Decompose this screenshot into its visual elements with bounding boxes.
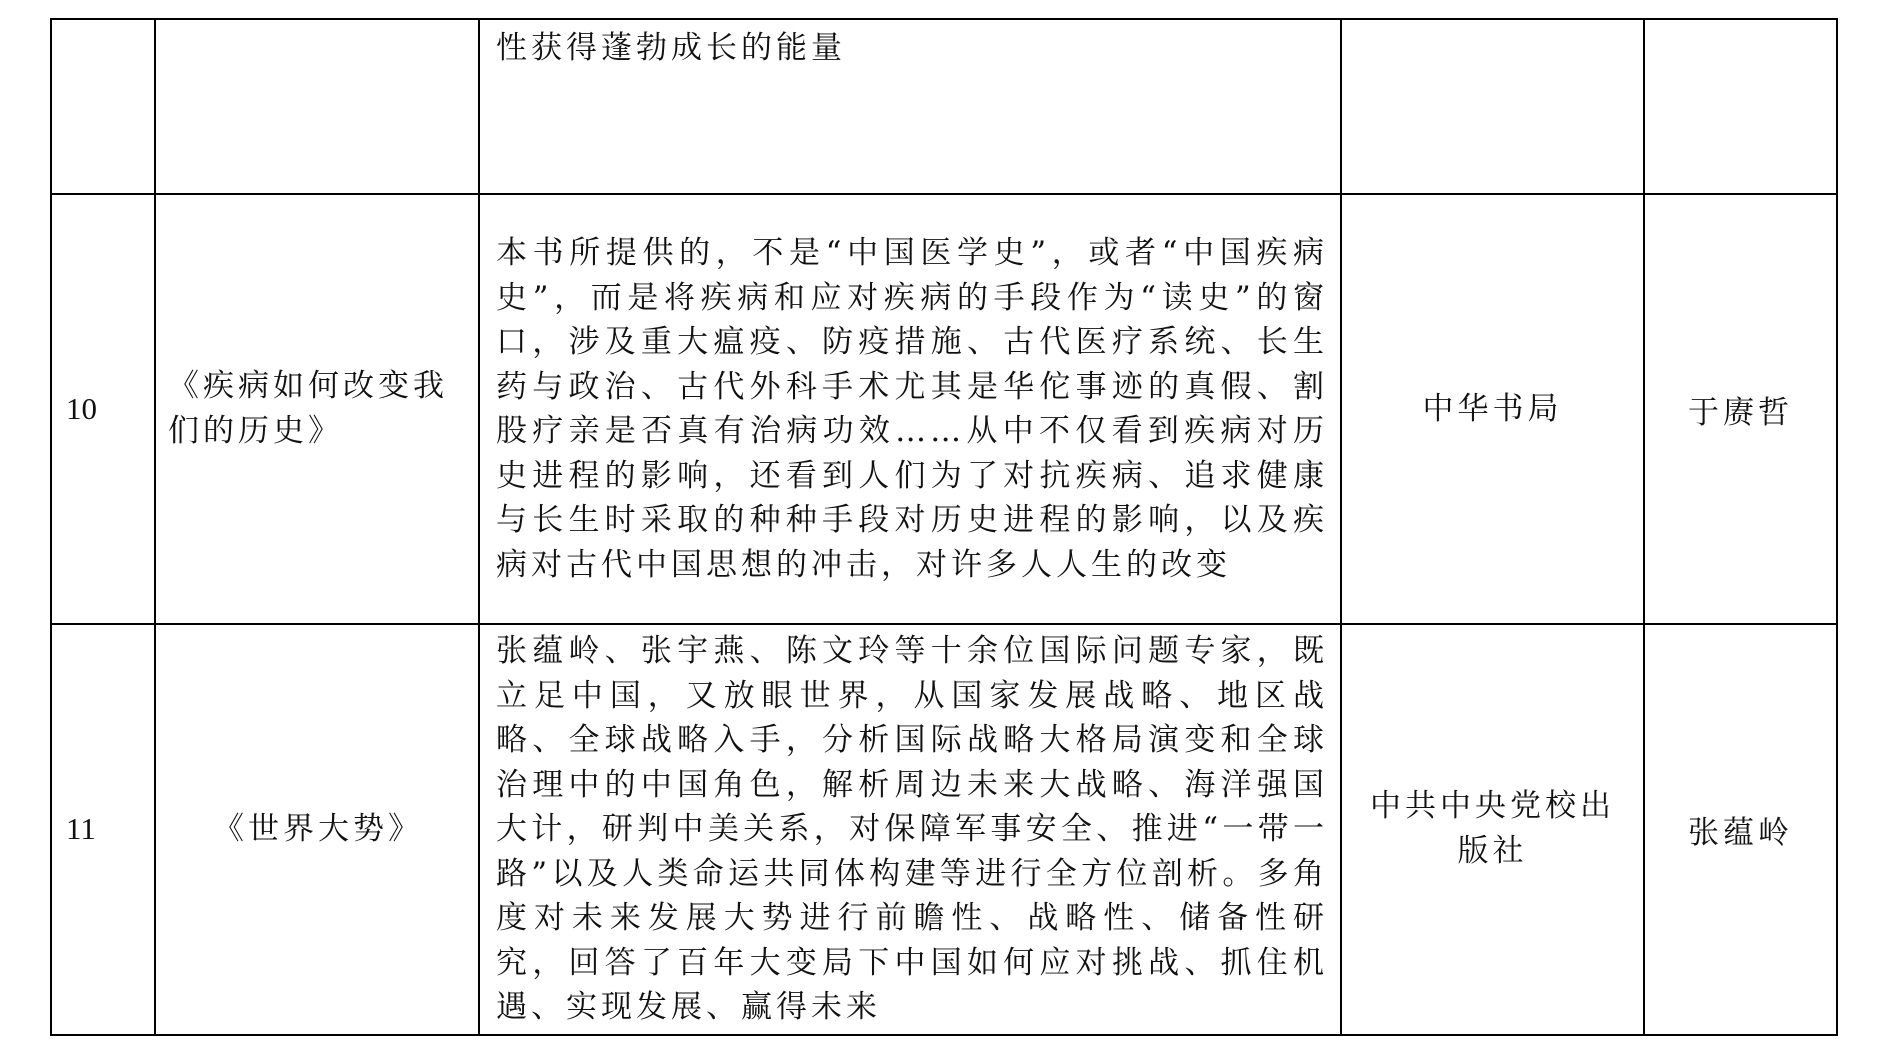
book-author: 张蕴岭 xyxy=(1644,624,1837,1035)
book-description: 本书所提供的，不是“中国医学史”，或者“中国疾病史”，而是将疾病和应对疾病的手段作为“读史”的窗口，涉及重大瘟疫、防疫措施、古代医疗系统、长生药与政治、古代外科手术尤其是华佗事迹的真假、割股疗亲是否真有治病功效……从中不仅看到疾病对历史进程的影响，还看到人们为了对抗疾病、追求健康与长生时采取的种种手段对历史进程的影响，以及疾病对古代中国思想的冲击，对许多人人生的改变 xyxy=(479,194,1341,624)
book-list-table xyxy=(50,18,1838,1036)
book-title: 《世界大势》 xyxy=(155,624,479,1035)
book-title xyxy=(155,19,479,194)
table-row xyxy=(51,624,1837,1035)
book-description: 性获得蓬勃成长的能量 xyxy=(479,19,1341,194)
book-publisher: 中共中央党校出版社 xyxy=(1341,624,1644,1035)
table-row xyxy=(51,19,1837,194)
book-title: 《疾病如何改变我们的历史》 xyxy=(155,194,479,624)
row-number: 10 xyxy=(51,194,155,624)
row-number xyxy=(51,19,155,194)
book-publisher: 中华书局 xyxy=(1341,194,1644,624)
book-author xyxy=(1644,19,1837,194)
book-author: 于赓哲 xyxy=(1644,194,1837,624)
row-number: 11 xyxy=(51,624,155,1035)
book-description: 张蕴岭、张宇燕、陈文玲等十余位国际问题专家，既立足中国，又放眼世界，从国家发展战略、地区战略、全球战略入手，分析国际战略大格局演变和全球治理中的中国角色，解析周边未来大战略、海洋强国大计，研判中美关系，对保障军事安全、推进“一带一路”以及人类命运共同体构建等进行全方位剖析。多角度对未来发展大势进行前瞻性、战略性、储备性研究，回答了百年大变局下中国如何应对挑战、抓住机遇、实现发展、赢得未来 xyxy=(479,624,1341,1035)
book-publisher xyxy=(1341,19,1644,194)
table-row xyxy=(51,194,1837,624)
